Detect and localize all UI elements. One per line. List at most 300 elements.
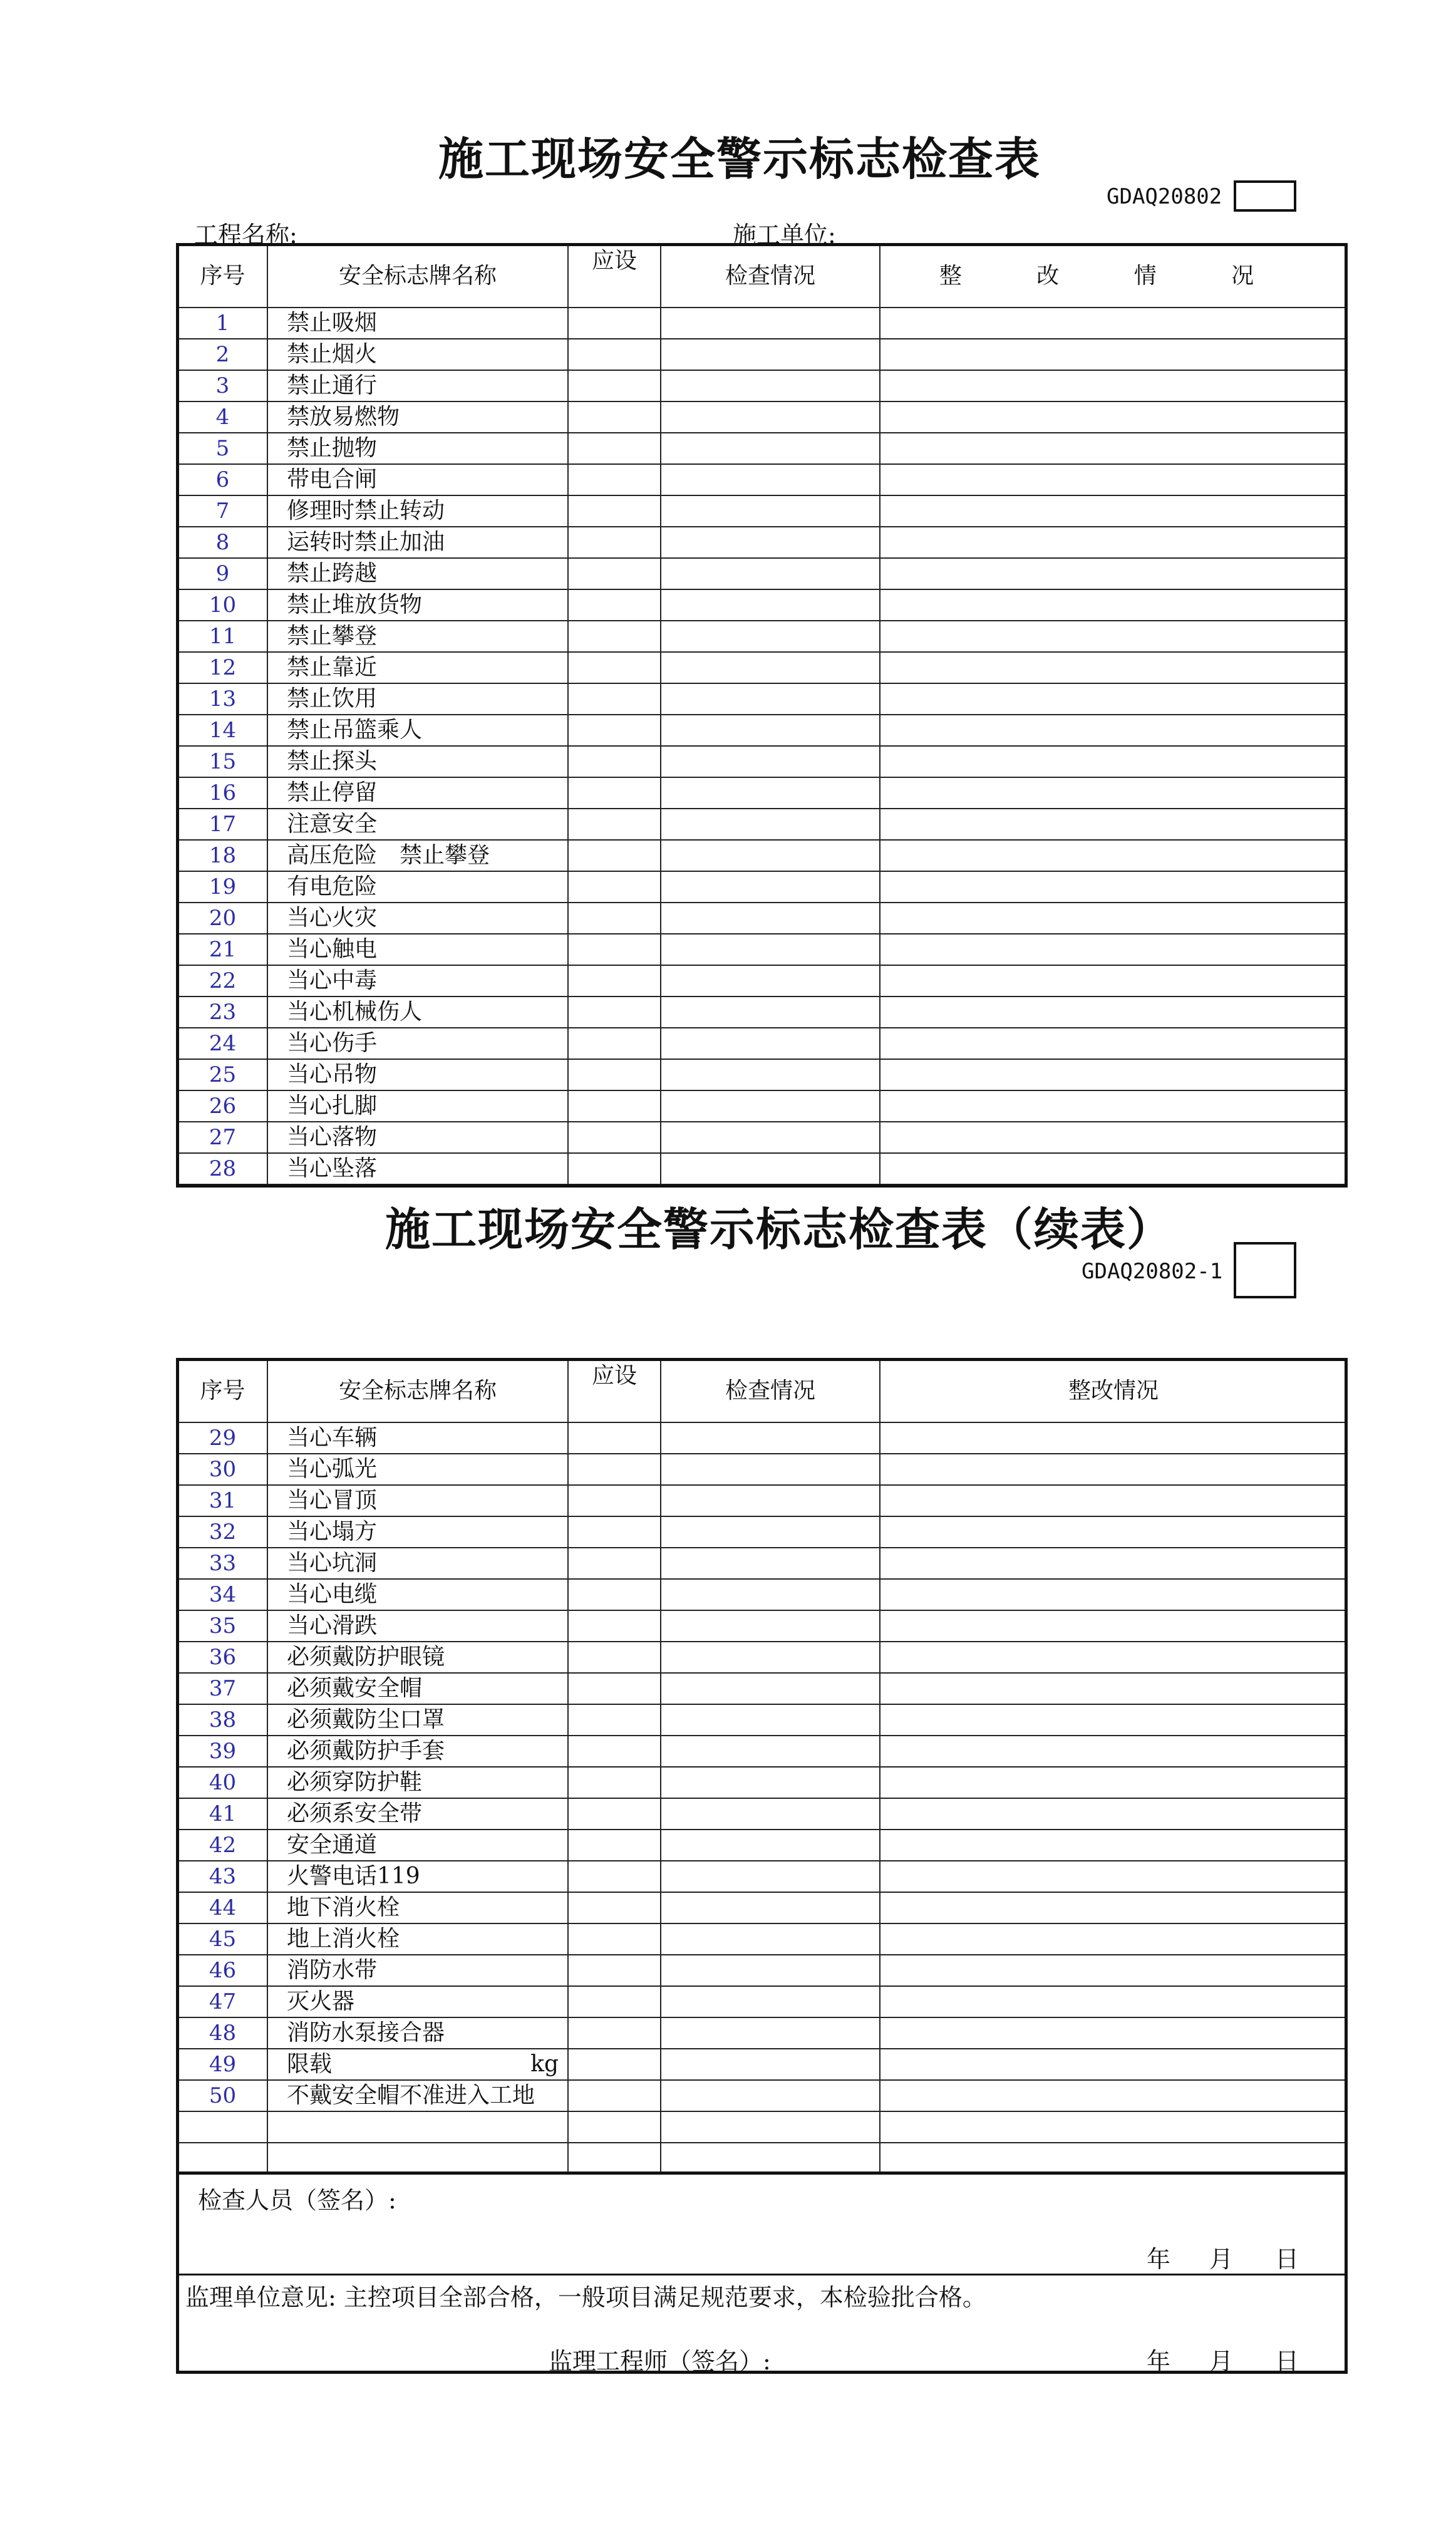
inspector-date-month: 月 [1209, 2245, 1234, 2273]
check-status-cell[interactable] [661, 903, 880, 934]
row-number: 32 [178, 1516, 267, 1548]
supervisor-date-year: 年 [1147, 2348, 1171, 2375]
rectification-cell[interactable] [880, 339, 1347, 370]
check-status-cell[interactable] [661, 683, 880, 715]
rectification-cell[interactable] [880, 652, 1347, 683]
should-install-cell[interactable] [568, 1090, 661, 1122]
sign-name-text: 禁止探头 [287, 748, 378, 774]
row-number: 41 [178, 1798, 267, 1830]
check-status-cell[interactable] [661, 871, 880, 903]
table-row [178, 1579, 1347, 1610]
rectification-cell[interactable] [880, 464, 1347, 495]
sign-name [267, 558, 568, 589]
rectification-cell[interactable] [880, 1830, 1347, 1861]
should-install-cell[interactable] [568, 746, 661, 777]
rectification-cell[interactable] [880, 1736, 1347, 1767]
row-number: 5 [178, 433, 267, 464]
sign-name [267, 527, 568, 558]
should-install-cell[interactable] [568, 840, 661, 871]
should-install-cell[interactable] [568, 1798, 661, 1830]
table-row [178, 683, 1347, 715]
check-status-cell[interactable] [661, 1516, 880, 1548]
rectification-cell[interactable] [880, 2143, 1347, 2174]
rectification-cell[interactable] [880, 965, 1347, 996]
should-install-cell[interactable] [568, 589, 661, 621]
sign-name-text: 消防水带 [287, 1957, 378, 1983]
check-status-cell[interactable] [661, 1673, 880, 1704]
check-status-cell[interactable] [661, 558, 880, 589]
header-should-install: 应设 [568, 245, 661, 308]
should-install-cell[interactable] [568, 401, 661, 433]
sign-name-text: 当心触电 [287, 936, 378, 962]
row-number: 12 [178, 652, 267, 683]
sign-name-text: 当心落物 [287, 1124, 378, 1150]
should-install-cell[interactable] [568, 495, 661, 527]
sign-name [267, 1704, 568, 1736]
supervisor-row [179, 2274, 1345, 2374]
row-number: 47 [178, 1986, 267, 2017]
should-install-cell[interactable] [568, 370, 661, 401]
should-install-cell[interactable] [568, 1610, 661, 1642]
rectification-cell[interactable] [880, 996, 1347, 1028]
check-status-cell[interactable] [661, 1485, 880, 1516]
header-sign-name: 安全标志牌名称 [267, 245, 568, 308]
check-status-cell[interactable] [661, 1579, 880, 1610]
should-install-cell[interactable] [568, 1673, 661, 1704]
should-install-cell[interactable] [568, 1516, 661, 1548]
row-number: 24 [178, 1028, 267, 1059]
check-status-cell[interactable] [661, 1798, 880, 1830]
table-row [178, 1422, 1347, 1454]
should-install-cell[interactable] [568, 1955, 661, 1986]
check-status-cell[interactable] [661, 809, 880, 840]
header-check-status: 检查情况 [661, 1360, 880, 1422]
rectification-cell[interactable] [880, 433, 1347, 464]
row-number: 45 [178, 1923, 267, 1955]
should-install-cell[interactable] [568, 2143, 661, 2174]
check-status-cell[interactable] [661, 2143, 880, 2174]
should-install-cell[interactable] [568, 1861, 661, 1892]
should-install-cell[interactable] [568, 1892, 661, 1923]
supervisor-date-day: 日 [1275, 2348, 1299, 2375]
rectification-cell[interactable] [880, 1673, 1347, 1704]
should-install-cell[interactable] [568, 527, 661, 558]
sign-name-text: 必须戴防护眼镜 [287, 1644, 445, 1670]
sign-name [267, 1485, 568, 1516]
sign-name-text: 当心电缆 [287, 1581, 378, 1607]
should-install-cell[interactable] [568, 1704, 661, 1736]
table-row [178, 527, 1347, 558]
rectification-cell[interactable] [880, 1422, 1347, 1454]
row-number: 30 [178, 1454, 267, 1485]
rectification-cell[interactable] [880, 2111, 1347, 2143]
rectification-cell[interactable] [880, 715, 1347, 746]
check-status-cell[interactable] [661, 621, 880, 652]
sign-name [267, 1610, 568, 1642]
table-row [178, 1090, 1347, 1122]
should-install-cell[interactable] [568, 1059, 661, 1090]
table-row [178, 1485, 1347, 1516]
sign-name-text: 禁止攀登 [287, 623, 378, 649]
check-status-cell[interactable] [661, 1986, 880, 2017]
sheet1-form-code: GDAQ20802 [1107, 184, 1222, 209]
table-row [178, 558, 1347, 589]
rectification-cell[interactable] [880, 1059, 1347, 1090]
check-status-cell[interactable] [661, 1955, 880, 1986]
should-install-cell[interactable] [568, 683, 661, 715]
sign-name [267, 1955, 568, 1986]
table-row [178, 1610, 1347, 1642]
check-status-cell[interactable] [661, 527, 880, 558]
table-row [178, 1028, 1347, 1059]
sign-name [267, 683, 568, 715]
check-status-cell[interactable] [661, 1610, 880, 1642]
sign-name [267, 715, 568, 746]
should-install-cell[interactable] [568, 1736, 661, 1767]
project-name-label: 工程名称: [194, 221, 297, 249]
check-status-cell[interactable] [661, 777, 880, 809]
table-row [178, 2143, 1347, 2174]
sign-name-text: 禁止靠近 [287, 655, 378, 680]
table-row [178, 871, 1347, 903]
row-number: 44 [178, 1892, 267, 1923]
rectification-cell[interactable] [880, 1516, 1347, 1548]
should-install-cell[interactable] [568, 1579, 661, 1610]
rectification-cell[interactable] [880, 1090, 1347, 1122]
should-install-cell[interactable] [568, 1767, 661, 1798]
check-status-cell[interactable] [661, 1422, 880, 1454]
sign-name-text: 禁止跨越 [287, 561, 378, 586]
table-row [178, 746, 1347, 777]
should-install-cell[interactable] [568, 1028, 661, 1059]
rectification-cell[interactable] [880, 2080, 1347, 2111]
table-row [178, 1986, 1347, 2017]
inspector-row [179, 2175, 1345, 2274]
rectification-cell[interactable] [880, 1579, 1347, 1610]
should-install-cell[interactable] [568, 996, 661, 1028]
check-status-cell[interactable] [661, 1892, 880, 1923]
table-row [178, 1454, 1347, 1485]
rectification-cell[interactable] [880, 1923, 1347, 1955]
should-install-cell[interactable] [568, 809, 661, 840]
sign-name [267, 652, 568, 683]
should-install-cell[interactable] [568, 2049, 661, 2080]
sign-name [267, 339, 568, 370]
sign-name [267, 2049, 568, 2080]
rectification-cell[interactable] [880, 1955, 1347, 1986]
should-install-cell[interactable] [568, 2080, 661, 2111]
rectification-cell[interactable] [880, 1454, 1347, 1485]
row-number: 27 [178, 1122, 267, 1153]
check-status-cell[interactable] [661, 934, 880, 965]
inspector-date-day: 日 [1275, 2245, 1299, 2273]
table-row [178, 1767, 1347, 1798]
should-install-cell[interactable] [568, 1153, 661, 1184]
row-number: 20 [178, 903, 267, 934]
sign-name-text: 当心火灾 [287, 905, 378, 931]
should-install-cell[interactable] [568, 433, 661, 464]
sign-name-text: 必须戴安全帽 [287, 1675, 423, 1701]
check-status-cell[interactable] [661, 652, 880, 683]
check-status-cell[interactable] [661, 433, 880, 464]
sign-name-text: 禁止烟火 [287, 341, 378, 367]
sign-name [267, 871, 568, 903]
check-status-cell[interactable] [661, 1028, 880, 1059]
row-number: 29 [178, 1422, 267, 1454]
sign-name-text: 地上消火栓 [287, 1926, 400, 1952]
should-install-cell[interactable] [568, 1830, 661, 1861]
sign-name-text: 必须穿防护鞋 [287, 1769, 423, 1795]
rectification-cell[interactable] [880, 1610, 1347, 1642]
check-status-cell[interactable] [661, 1122, 880, 1153]
rectification-cell[interactable] [880, 746, 1347, 777]
check-status-cell[interactable] [661, 1704, 880, 1736]
check-status-cell[interactable] [661, 715, 880, 746]
should-install-cell[interactable] [568, 1454, 661, 1485]
sign-name [267, 903, 568, 934]
check-status-cell[interactable] [661, 2017, 880, 2049]
should-install-cell[interactable] [568, 777, 661, 809]
sheet1-header-row [178, 245, 1347, 308]
sign-name-text: 禁止通行 [287, 373, 378, 398]
sign-name [267, 809, 568, 840]
rectification-cell[interactable] [880, 401, 1347, 433]
rectification-cell[interactable] [880, 1798, 1347, 1830]
should-install-cell[interactable] [568, 2111, 661, 2143]
rectification-cell[interactable] [880, 1548, 1347, 1579]
sheet1-code-box[interactable] [1234, 180, 1296, 212]
should-install-cell[interactable] [568, 339, 661, 370]
rectification-cell[interactable] [880, 370, 1347, 401]
sheet1-table [177, 244, 1348, 1185]
sign-name-text: 当心车辆 [287, 1425, 378, 1451]
inspector-signature-label: 检查人员（签名）: [198, 2187, 396, 2214]
sign-name [267, 1422, 568, 1454]
supervisor-date-month: 月 [1209, 2348, 1234, 2375]
sign-name-text: 运转时禁止加油 [287, 529, 445, 555]
check-status-cell[interactable] [661, 996, 880, 1028]
sign-name-text: 必须系安全带 [287, 1801, 423, 1826]
table-row [178, 339, 1347, 370]
sign-name-text: 当心扎脚 [287, 1093, 378, 1119]
check-status-cell[interactable] [661, 1923, 880, 1955]
should-install-cell[interactable] [568, 652, 661, 683]
table-row [178, 996, 1347, 1028]
check-status-cell[interactable] [661, 1548, 880, 1579]
rectification-cell[interactable] [880, 1892, 1347, 1923]
should-install-cell[interactable] [568, 1485, 661, 1516]
should-install-cell[interactable] [568, 934, 661, 965]
should-install-cell[interactable] [568, 2017, 661, 2049]
sign-name [267, 1923, 568, 1955]
rectification-cell[interactable] [880, 558, 1347, 589]
check-status-cell[interactable] [661, 2111, 880, 2143]
table-row [178, 401, 1347, 433]
row-number: 26 [178, 1090, 267, 1122]
row-number: 16 [178, 777, 267, 809]
rectification-cell[interactable] [880, 1861, 1347, 1892]
row-number: 36 [178, 1642, 267, 1673]
table-row [178, 1861, 1347, 1892]
rectification-cell[interactable] [880, 2017, 1347, 2049]
row-number: 40 [178, 1767, 267, 1798]
check-status-cell[interactable] [661, 1454, 880, 1485]
rectification-cell[interactable] [880, 777, 1347, 809]
should-install-cell[interactable] [568, 1422, 661, 1454]
sign-name [267, 1090, 568, 1122]
rectification-cell[interactable] [880, 1986, 1347, 2017]
check-status-cell[interactable] [661, 1153, 880, 1184]
sign-name [267, 1642, 568, 1673]
sign-name [267, 370, 568, 401]
check-status-cell[interactable] [661, 401, 880, 433]
sign-name [267, 589, 568, 621]
sign-name-text: 注意安全 [287, 811, 378, 837]
row-number: 19 [178, 871, 267, 903]
rectification-cell[interactable] [880, 589, 1347, 621]
rectification-cell[interactable] [880, 2049, 1347, 2080]
check-status-cell[interactable] [661, 1642, 880, 1673]
rectification-cell[interactable] [880, 495, 1347, 527]
check-status-cell[interactable] [661, 370, 880, 401]
table-row [178, 621, 1347, 652]
check-status-cell[interactable] [661, 589, 880, 621]
row-number: 13 [178, 683, 267, 715]
sign-name [267, 1986, 568, 2017]
row-number: 11 [178, 621, 267, 652]
contractor-label: 施工单位: [733, 221, 836, 249]
sign-name [267, 1767, 568, 1798]
should-install-cell[interactable] [568, 621, 661, 652]
table-row [178, 1059, 1347, 1090]
rectification-cell[interactable] [880, 903, 1347, 934]
rectification-cell[interactable] [880, 308, 1347, 339]
sign-name [267, 495, 568, 527]
row-number: 2 [178, 339, 267, 370]
rectification-cell[interactable] [880, 934, 1347, 965]
should-install-cell[interactable] [568, 1642, 661, 1673]
sign-name [267, 1454, 568, 1485]
row-number: 9 [178, 558, 267, 589]
rectification-cell[interactable] [880, 1028, 1347, 1059]
table-row [178, 652, 1347, 683]
table-row [178, 715, 1347, 746]
row-number: 4 [178, 401, 267, 433]
should-install-cell[interactable] [568, 903, 661, 934]
should-install-cell[interactable] [568, 1122, 661, 1153]
table-row [178, 2017, 1347, 2049]
row-number: 17 [178, 809, 267, 840]
should-install-cell[interactable] [568, 1923, 661, 1955]
sign-name-text: 当心机械伤人 [287, 999, 423, 1025]
sign-name-text: 当心弧光 [287, 1456, 378, 1482]
check-status-cell[interactable] [661, 464, 880, 495]
check-status-cell[interactable] [661, 1090, 880, 1122]
table-row [178, 1955, 1347, 1986]
rectification-cell[interactable] [880, 871, 1347, 903]
sign-name [267, 2080, 568, 2111]
sign-name-text: 当心冒顶 [287, 1488, 378, 1513]
check-status-cell[interactable] [661, 1861, 880, 1892]
rectification-cell[interactable] [880, 621, 1347, 652]
check-status-cell[interactable] [661, 339, 880, 370]
sign-name [267, 2017, 568, 2049]
row-number: 22 [178, 965, 267, 996]
should-install-cell[interactable] [568, 1548, 661, 1579]
check-status-cell[interactable] [661, 1059, 880, 1090]
table-row [178, 1704, 1347, 1736]
table-row [178, 809, 1347, 840]
sign-name [267, 2143, 568, 2174]
check-status-cell[interactable] [661, 1830, 880, 1861]
row-number: 21 [178, 934, 267, 965]
row-number: 50 [178, 2080, 267, 2111]
table-row [178, 1798, 1347, 1830]
sign-name [267, 965, 568, 996]
sign-name-text: 当心滑跌 [287, 1613, 378, 1638]
row-number [178, 2111, 267, 2143]
rectification-cell[interactable] [880, 1122, 1347, 1153]
sign-name-text: 灭火器 [287, 1989, 355, 2014]
unit-label: kg [530, 2051, 559, 2077]
rectification-cell[interactable] [880, 527, 1347, 558]
rectification-cell[interactable] [880, 1704, 1347, 1736]
row-number [178, 2143, 267, 2174]
rectification-cell[interactable] [880, 1485, 1347, 1516]
supervisor-engineer-signature-label: 监理工程师（签名）: [549, 2348, 771, 2375]
check-status-cell[interactable] [661, 965, 880, 996]
sign-name [267, 1798, 568, 1830]
rectification-cell[interactable] [880, 840, 1347, 871]
check-status-cell[interactable] [661, 2049, 880, 2080]
sign-name [267, 1673, 568, 1704]
check-status-cell[interactable] [661, 1767, 880, 1798]
check-status-cell[interactable] [661, 308, 880, 339]
row-number: 33 [178, 1548, 267, 1579]
should-install-cell[interactable] [568, 965, 661, 996]
header-seq: 序号 [178, 245, 267, 308]
supervisor-opinion: 监理单位意见: 主控项目全部合格，一般项目满足规范要求，本检验批合格。 [185, 2284, 986, 2311]
rectification-cell[interactable] [880, 1767, 1347, 1798]
rectification-cell[interactable] [880, 1642, 1347, 1673]
row-number: 42 [178, 1830, 267, 1861]
should-install-cell[interactable] [568, 308, 661, 339]
sign-name-text: 地下消火栓 [287, 1895, 400, 1920]
check-status-cell[interactable] [661, 2080, 880, 2111]
sign-name [267, 621, 568, 652]
row-number: 34 [178, 1579, 267, 1610]
rectification-cell[interactable] [880, 683, 1347, 715]
sign-name [267, 934, 568, 965]
sign-name-text: 不戴安全帽不准进入工地 [287, 2083, 535, 2108]
check-status-cell[interactable] [661, 840, 880, 871]
should-install-cell[interactable] [568, 558, 661, 589]
should-install-cell[interactable] [568, 871, 661, 903]
check-status-cell[interactable] [661, 1736, 880, 1767]
rectification-cell[interactable] [880, 1153, 1347, 1184]
check-status-cell[interactable] [661, 495, 880, 527]
rectification-cell[interactable] [880, 809, 1347, 840]
sign-name [267, 464, 568, 495]
should-install-cell[interactable] [568, 1986, 661, 2017]
should-install-cell[interactable] [568, 464, 661, 495]
check-status-cell[interactable] [661, 746, 880, 777]
sign-name [267, 1153, 568, 1184]
row-number: 38 [178, 1704, 267, 1736]
sign-name-text: 禁止吸烟 [287, 310, 378, 336]
sheet2-code-box[interactable] [1234, 1242, 1296, 1298]
should-install-cell[interactable] [568, 715, 661, 746]
